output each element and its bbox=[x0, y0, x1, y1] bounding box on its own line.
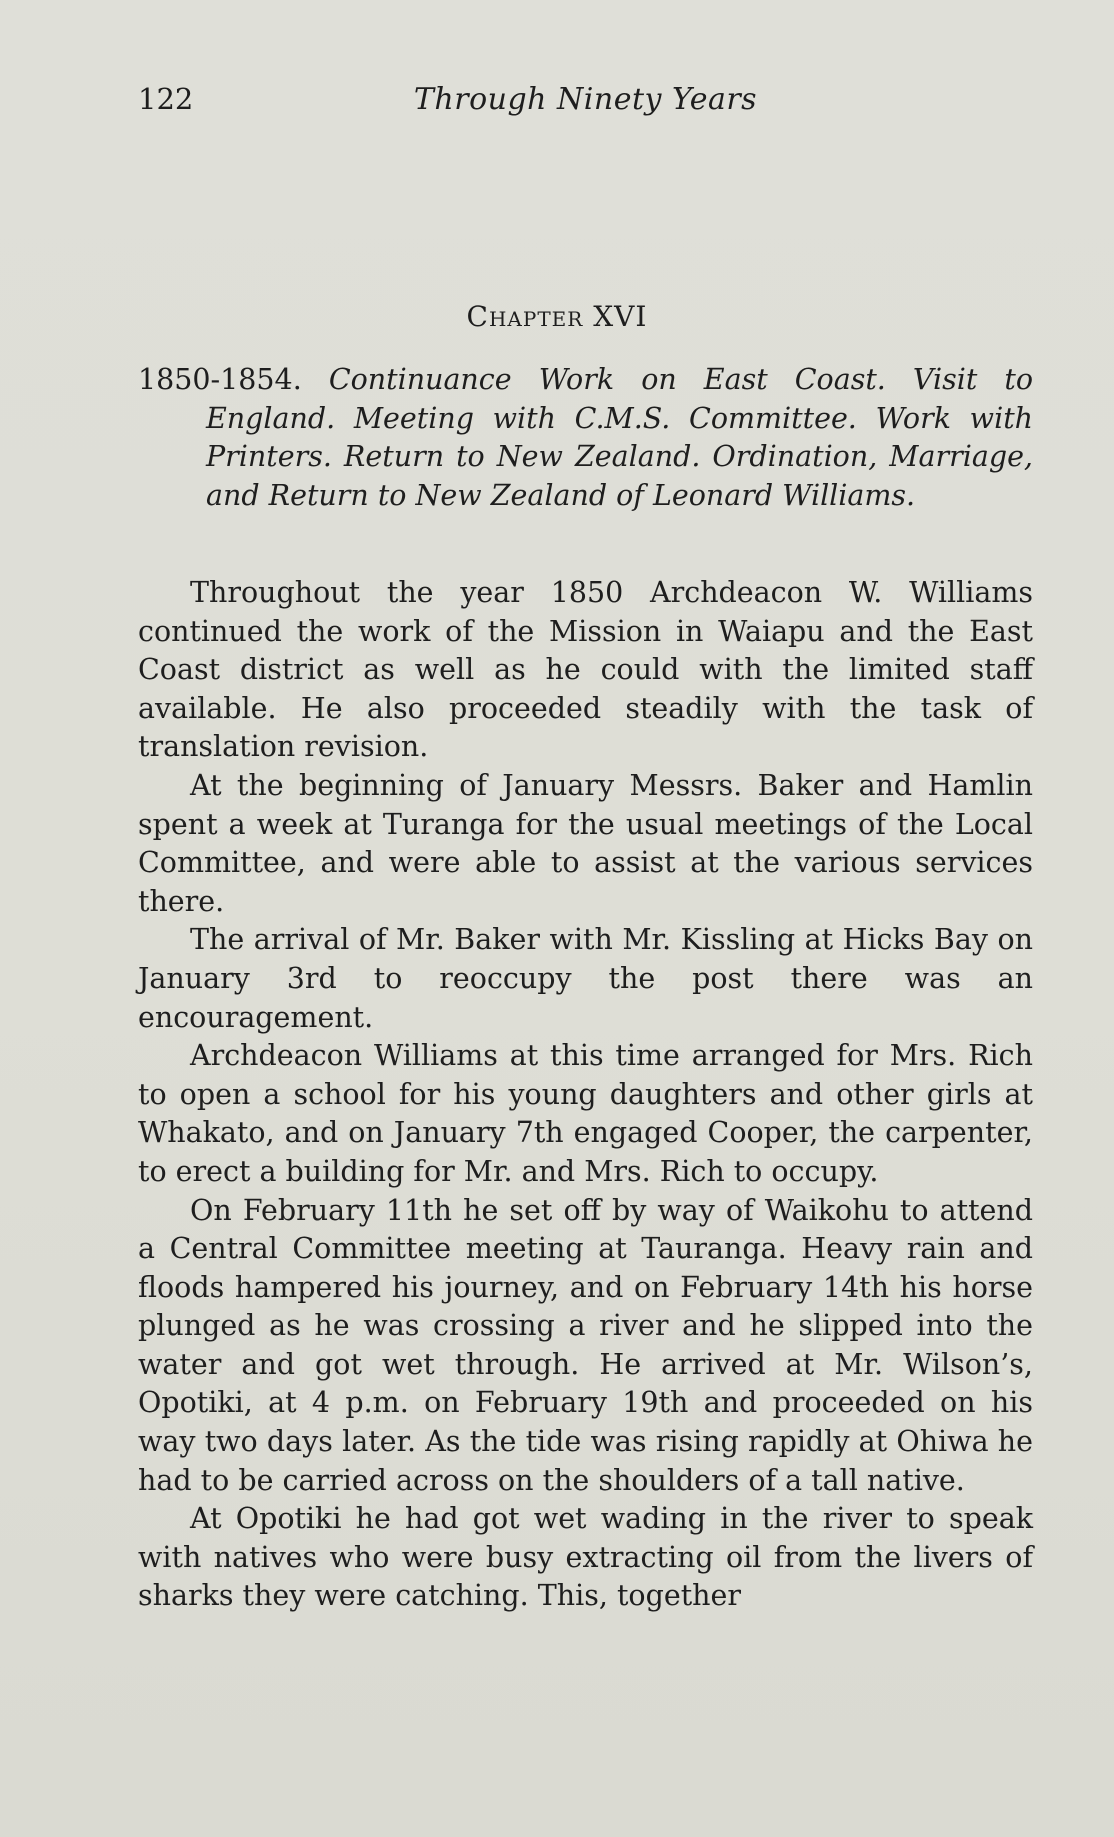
paragraph: At the beginning of January Messrs. Baker and Hamlin spent a week at Turanga for the usual meetings of the Local Committee, and were able to assist at the various services there. bbox=[138, 768, 1033, 918]
body-text bbox=[138, 574, 1033, 1616]
page-number: 122 bbox=[138, 82, 194, 116]
synopsis-topics: Continuance Work on East Coast. Visit to England. Meeting with C.M.S. Committee. Work with Printers. Return to New Zealand. Ordination, Marriage, and Return to New Zealand of Leonard Williams. bbox=[206, 363, 1034, 512]
book-title: Through Ninety Years bbox=[413, 82, 758, 117]
chapter-title: Chapter XVI bbox=[466, 300, 648, 333]
paragraph: The arrival of Mr. Baker with Mr. Kissling at Hicks Bay on January 3rd to reoccupy the post there was an encouragement. bbox=[138, 923, 1033, 1034]
chapter-synopsis bbox=[138, 361, 1033, 515]
synopsis-date-range: 1850-1854. bbox=[138, 363, 302, 396]
paragraph: Archdeacon Williams at this time arranged for Mrs. Rich to open a school for his young daughters and other girls at Whakato, and on January 7th engaged Cooper, the carpenter, to erect a building for Mr. and Mrs. Rich to occupy. bbox=[138, 1039, 1033, 1188]
running-head bbox=[138, 82, 1033, 122]
paragraph: Throughout the year 1850 Archdeacon W. Williams continued the work of the Mission in Waiapu and the East Coast district as well as he could with the limited staff available. He also proceeded steadily with the task of translation revision. bbox=[138, 576, 1033, 764]
chapter-heading bbox=[0, 300, 1114, 333]
paragraph: At Opotiki he had got wet wading in the river to speak with natives who were busy extracting oil from the livers of sharks they were catching. This, together bbox=[138, 1502, 1033, 1613]
paragraph: On February 11th he set off by way of Waikohu to attend a Central Committee meeting at Tauranga. Heavy rain and floods hampered his journey, and on February 14th his horse plunged as he was crossing a river and he slipped into the water and got wet through. He arrived at Mr. Wilson’s, Opotiki, at 4 p.m. on February 19th and proceeded on his way two days later. As the tide was rising rapidly at Ohiwa he had to be carried across on the shoulders of a tall native. bbox=[138, 1193, 1033, 1497]
